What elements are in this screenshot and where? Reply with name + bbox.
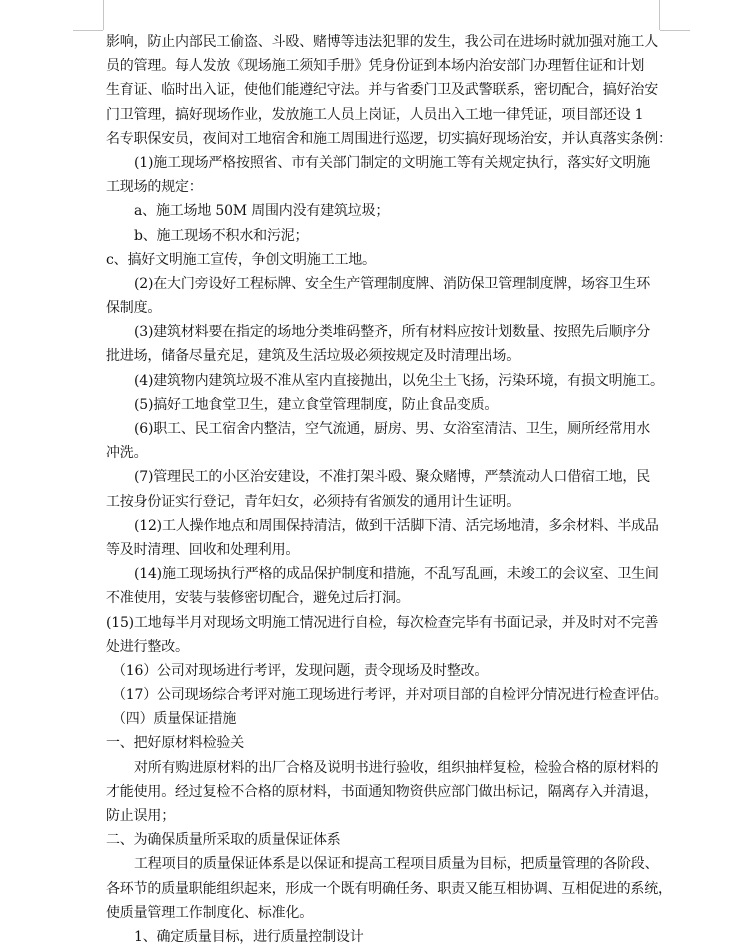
text-line: 工按身份证实行登记，青年妇女，必须持有省颁发的通用计生证明。 (106, 493, 520, 510)
subsection-heading: 一、把好原材料检验关 (106, 735, 244, 752)
text-line: a、施工场地 50M 周围内没有建筑垃圾； (134, 203, 390, 220)
text-line: (14)施工现场执行严格的成品保护制度和措施，不乱写乱画，未竣工的会议室、卫生间 (134, 566, 659, 583)
text-line: 员的管理。每人发放《现场施工须知手册》凭身份证到本场内治安部门办理暂住证和计划 (106, 58, 645, 75)
text-line: 生育证、临时出入证，使他们能遵纪守法。并与省委门卫及武警联系，密切配合，搞好治安 (106, 82, 658, 99)
text-line: 防止误用； (106, 808, 175, 824)
text-line: (15)工地每半月对现场文明施工情况进行自检，每次检查完毕有书面记录，并及时对不完善 (106, 614, 659, 631)
document-body (0, 30, 732, 949)
text-line: （16）公司对现场进行考评，发现问题，责令现场及时整改。 (112, 662, 489, 679)
text-line: （17）公司现场综合考评对施工现场进行考评，并对项目部的自检评分情况进行检查评估。 (112, 687, 668, 704)
section-heading: （四）质量保证措施 (112, 711, 237, 728)
text-line: 工程项目的质量保证体系是以保证和提高工程项目质量为目标，把质量管理的各阶段、 (134, 856, 659, 873)
text-line: (3)建筑材料要在指定的场地分类堆码整齐，所有材料应按计划数量、按照先后顺序分 (134, 324, 651, 341)
text-line: 对所有购进原材料的出厂合格及说明书进行验收，组织抽样复检，检验合格的原材料的 (134, 759, 659, 776)
text-line: 各环节的质量职能组织起来，形成一个既有明确任务、职责又能互相协调、互相促进的系统， (106, 880, 672, 897)
text-line: (4)建筑物内建筑垃圾不准从室内直接抛出，以免尘土飞扬，污染环境，有损文明施工。 (134, 372, 664, 389)
text-line: (5)搞好工地食堂卫生，建立食堂管理制度，防止食品变质。 (134, 396, 499, 413)
text-line: 门卫管理，搞好现场作业，发放施工人员上岗证，人员出入工地一律凭证，项目部还设 1 (106, 106, 644, 123)
subsection-heading: 二、为确保质量所采取的质量保证体系 (106, 832, 341, 849)
text-line: b、施工现场不积水和污泥； (134, 227, 309, 244)
text-line: (12)工人操作地点和周围保持清洁，做到干活脚下清、活完场地清，多余材料、半成品 (134, 517, 659, 534)
text-line: (7)管理民工的小区治安建设，不准打架斗殴、聚众赌博，严禁流动人口借宿工地，民 (134, 469, 651, 486)
text-line: 冲洗。 (106, 445, 148, 462)
text-line: 才能使用。经过复检不合格的原材料，书面通知物资供应部门做出标记，隔离存入并清退， (106, 783, 658, 800)
crop-mark-right-vertical (659, 0, 660, 30)
text-line: c、搞好文明施工宣传，争创文明施工工地。 (106, 251, 376, 268)
text-line: 批进场，储备尽量充足，建筑及生活垃圾必须按规定及时清理出场。 (106, 348, 520, 365)
text-line: 处进行整改。 (106, 638, 189, 655)
text-line: 不准使用，安装与装修密切配合，避免过后打洞。 (106, 590, 410, 607)
text-line: 保制度。 (106, 300, 162, 317)
text-line: 影响，防止内部民工偷盗、斗殴、赌博等违法犯罪的发生，我公司在进场时就加强对施工人 (106, 34, 658, 50)
text-line: (1)施工现场严格按照省、市有关部门制定的文明施工等有关规定执行，落实好文明施 (134, 154, 651, 171)
text-line: 1、确定质量目标，进行质量控制设计 (134, 928, 364, 945)
text-line: (6)职工、民工宿舍内整洁，空气流通，厨房、男、女浴室清洁、卫生，厕所经常用水 (134, 421, 651, 437)
text-line: (2)在大门旁设好工程标牌、安全生产管理制度牌、消防保卫管理制度牌，场容卫生环 (134, 275, 651, 292)
text-line: 工现场的规定： (106, 179, 203, 196)
text-line: 使质量管理工作制度化、标准化。 (106, 904, 313, 921)
text-line: 名专职保安员，夜间对工地宿舍和施工周围进行巡逻，切实搞好现场治安，并认真落实条例： (106, 130, 672, 147)
text-line: 等及时清理、回收和处理利用。 (106, 541, 300, 558)
crop-mark-left-vertical (103, 0, 104, 30)
